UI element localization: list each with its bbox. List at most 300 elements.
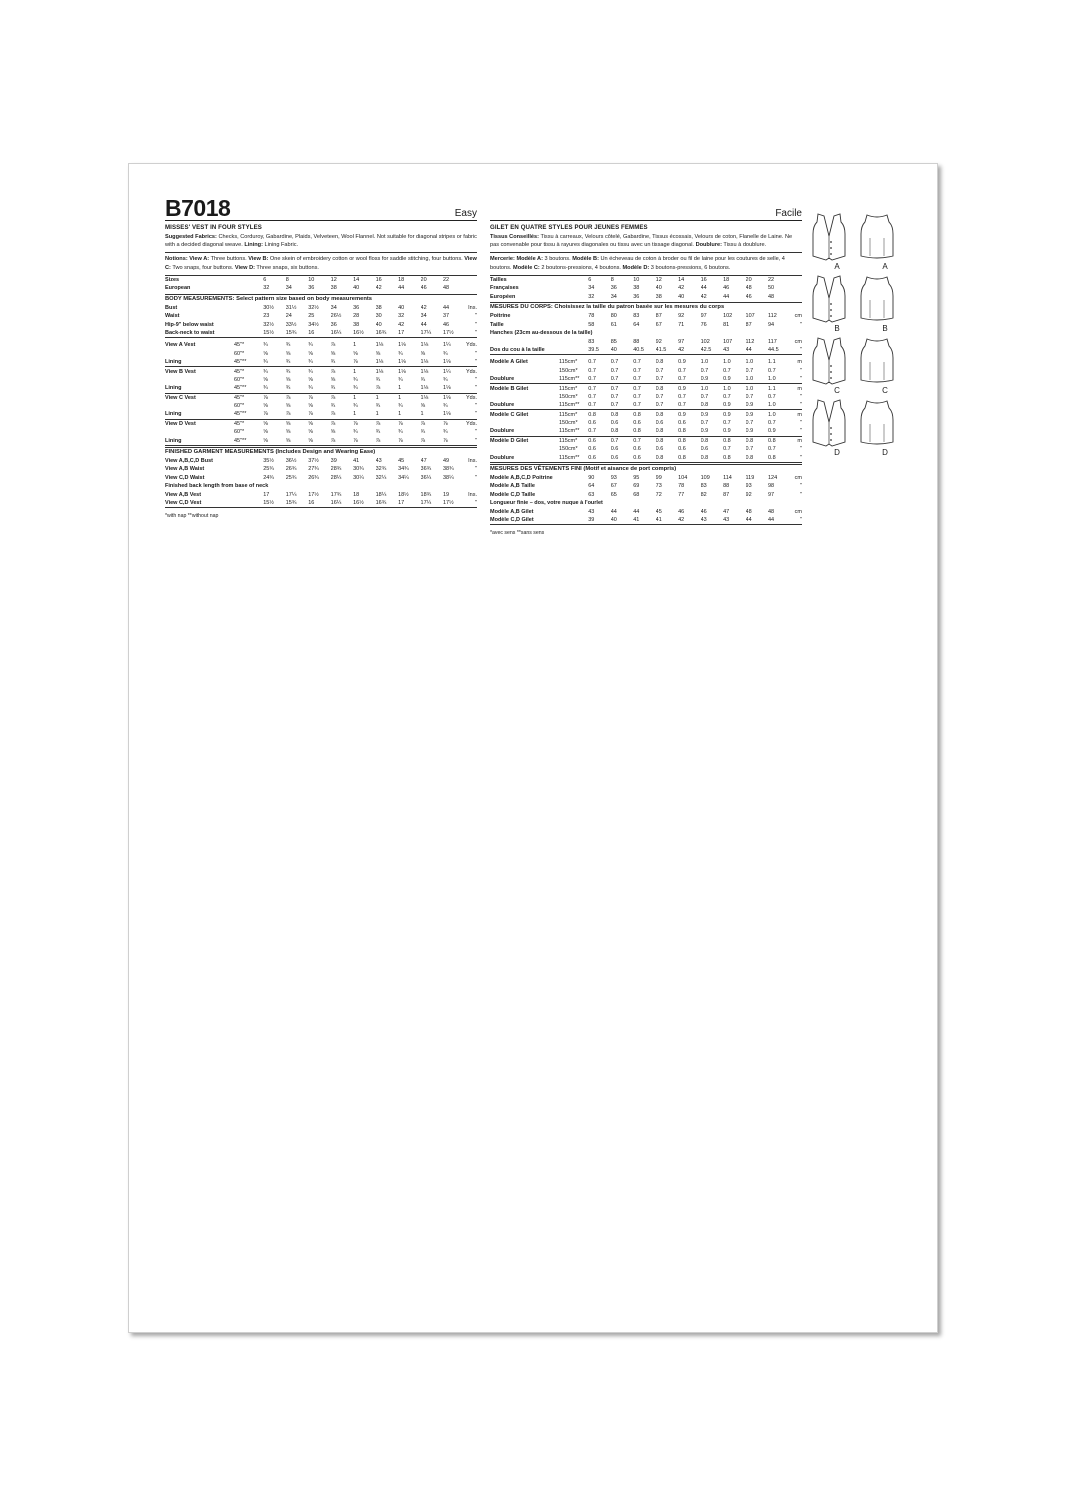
value-cell: 87 — [745, 321, 752, 328]
table-row — [490, 401, 802, 409]
value-cell: 150cm* — [558, 393, 578, 400]
value-cell — [234, 320, 263, 328]
value-cell: 46 — [745, 293, 752, 300]
value-cell: ⅞ — [308, 394, 313, 401]
value-cell: ⅝ — [285, 403, 291, 410]
value-cell: 1.0 — [700, 385, 709, 392]
value-cell: 115cm** — [558, 428, 580, 435]
value-cell: 43 — [375, 458, 382, 465]
table-row — [165, 428, 477, 436]
unit-cell: cm — [794, 313, 802, 320]
fabrics-paragraph: Suggested Fabrics: Checks, Corduroy, Gabardine, Plaids, Velveteen, Wool Flannel. Not suitable for diagonal stripes or fabric with a decided diagonal weave. Lining: Lining Fabric. — [165, 234, 477, 249]
unit-cell: " — [800, 446, 802, 453]
value-cell: 32 — [588, 293, 595, 300]
yardage-tables — [490, 358, 802, 463]
value-cell: 17 — [398, 500, 405, 507]
value-cell: 33½ — [285, 321, 297, 328]
row-label: Bust — [165, 304, 178, 311]
value-cell: 1⅛ — [443, 394, 451, 401]
value-cell: 0.7 — [723, 393, 731, 400]
table-row — [165, 312, 477, 320]
value-cell: 64 — [588, 483, 595, 490]
value-cell: 0.7 — [723, 367, 731, 374]
value-cell: ¾ — [285, 385, 291, 392]
value-cell: 36 — [633, 293, 640, 300]
table-row — [165, 284, 477, 292]
value-cell: 0.8 — [633, 411, 641, 418]
value-cell: 1 — [398, 385, 402, 392]
value-cell: ⅝ — [330, 376, 336, 383]
row-label — [490, 445, 559, 453]
table-row — [165, 402, 477, 410]
value-cell: 45 — [398, 458, 405, 465]
value-cell: 14 — [678, 277, 685, 283]
value-cell: 0.6 — [700, 446, 709, 453]
value-cell: 38 — [330, 285, 337, 292]
value-cell: 1⅛ — [420, 368, 429, 375]
value-cell: ¾ — [443, 376, 448, 383]
value-cell: 0.8 — [678, 454, 686, 461]
value-cell: 18 — [398, 277, 405, 283]
unit-cell: " — [800, 491, 802, 498]
table-row — [165, 465, 477, 473]
value-cell: 0.7 — [633, 385, 641, 392]
vest-back-icon — [858, 336, 912, 386]
value-cell: 92 — [655, 338, 662, 345]
value-cell: 28 — [353, 313, 360, 320]
unit-cell — [465, 276, 477, 284]
table-row — [490, 384, 802, 392]
value-cell: 73 — [655, 483, 662, 490]
value-cell: 0.7 — [588, 402, 596, 409]
value-cell: 28¾ — [330, 466, 342, 473]
value-cell: 25 — [308, 313, 315, 320]
row-label: Tailles — [490, 277, 507, 283]
value-cell: 17¼ — [420, 329, 432, 336]
table-row — [490, 482, 802, 490]
value-cell: ¾ — [263, 359, 268, 366]
value-cell — [234, 465, 263, 473]
value-cell: ⅝ — [263, 350, 268, 357]
value-cell: 1¼ — [443, 342, 451, 349]
value-cell: 15¾ — [285, 329, 297, 336]
row-label: Françaises — [490, 285, 519, 292]
view-label: A — [834, 262, 840, 271]
value-cell: 40 — [655, 285, 662, 292]
view-b-back — [858, 274, 912, 333]
yardage-group — [165, 394, 477, 420]
size-table — [490, 276, 802, 301]
value-cell: ¾ — [353, 376, 358, 383]
value-cell: 45"** — [233, 411, 247, 418]
row-label: Lining — [165, 385, 182, 392]
value-cell: 0.9 — [723, 428, 731, 435]
difficulty-label: Easy — [454, 208, 477, 219]
value-cell: 41 — [633, 517, 640, 524]
value-cell: ¾ — [330, 403, 336, 410]
value-cell: 1 — [353, 368, 357, 375]
value-cell: 38 — [655, 293, 662, 300]
yardage-group — [490, 437, 802, 463]
value-cell — [559, 474, 588, 482]
unit-cell: " — [475, 429, 477, 436]
value-cell: 8 — [285, 277, 289, 283]
yardage-tables — [165, 341, 477, 446]
table-row — [165, 499, 477, 507]
value-cell: 48 — [745, 508, 752, 515]
finished-measurements-header: MESURES DES VÊTEMENTS FINI (Motif et aisance de port compris) — [490, 464, 802, 474]
value-cell: 114 — [723, 475, 732, 482]
pattern-title: MISSES' VEST IN FOUR STYLES — [165, 224, 262, 231]
value-cell: 1⅛ — [375, 342, 384, 349]
row-label: Modèle D Gilet — [490, 437, 529, 444]
value-cell: ⅝ — [420, 350, 426, 357]
vest-back-icon — [858, 398, 912, 448]
notions-paragraph: Mercerie: Modèle A: 3 boutons. Modèle B: Un écheveau de coton à broder ou fil de laine pour les coutures de selle, 4 boutons. Modèle C: 2 boutons-pressions, 4 boutons. Modèle D: 3 boutons-pressions, 6 boutons. — [490, 256, 785, 271]
value-cell: 0.8 — [768, 437, 776, 444]
value-cell: 0.8 — [655, 359, 664, 366]
value-cell: 34¾ — [398, 466, 409, 473]
value-cell: 0.7 — [633, 359, 641, 366]
value-cell: 0.6 — [633, 446, 641, 453]
value-cell — [234, 276, 263, 284]
value-cell: 6 — [588, 277, 592, 283]
table-row — [490, 375, 802, 383]
value-cell: ⅝ — [263, 437, 268, 444]
view-b-front — [810, 274, 864, 333]
value-cell: 1⅛ — [398, 368, 406, 375]
value-cell — [234, 499, 263, 507]
unit-cell: m — [797, 437, 802, 444]
value-cell: 72 — [655, 491, 662, 498]
value-cell: 102 — [700, 338, 710, 345]
value-cell: 1⅛ — [443, 359, 451, 366]
unit-cell: " — [475, 385, 477, 392]
measurement-table — [165, 341, 477, 366]
value-cell: ¾ — [263, 385, 268, 392]
value-cell: ⅞ — [420, 420, 426, 427]
value-cell: 44 — [398, 285, 405, 292]
value-cell: 1 — [353, 411, 357, 418]
value-cell: 0.7 — [633, 367, 641, 374]
value-cell: ¾ — [330, 359, 336, 366]
value-cell: 30 — [375, 313, 382, 320]
value-cell: 0.7 — [700, 393, 709, 400]
unit-cell: Yds. — [465, 394, 477, 401]
table-row — [165, 276, 477, 284]
value-cell: 69 — [633, 483, 640, 490]
value-cell: 34¼ — [398, 474, 409, 481]
value-cell: 0.6 — [588, 437, 596, 444]
value-cell: 36 — [353, 304, 360, 311]
value-cell: ¾ — [443, 350, 448, 357]
value-cell: 0.9 — [700, 376, 709, 383]
value-cell: ¾ — [308, 385, 313, 392]
value-cell: 150cm* — [558, 446, 578, 453]
value-cell: 0.9 — [723, 376, 731, 383]
row-label: Modèle A,B Taille — [490, 483, 535, 490]
value-cell: ¾ — [398, 350, 403, 357]
value-cell: ¾ — [420, 429, 426, 436]
value-cell: 0.9 — [745, 411, 754, 418]
value-cell: 0.6 — [633, 420, 641, 427]
value-cell: 38 — [375, 304, 382, 311]
value-cell: 36 — [330, 321, 337, 328]
value-cell: 42 — [420, 304, 427, 311]
value-cell: 0.9 — [745, 428, 754, 435]
value-cell: 15½ — [263, 500, 274, 507]
value-cell: ⅝ — [308, 429, 313, 436]
value-cell: 17 — [398, 329, 405, 336]
body-measurements-table-2 — [490, 337, 802, 355]
value-cell: ¾ — [375, 429, 381, 436]
english-column — [165, 194, 477, 519]
value-cell: 19 — [443, 491, 450, 498]
value-cell: 44 — [443, 304, 450, 311]
value-cell — [559, 284, 588, 292]
value-cell: 0.6 — [678, 446, 686, 453]
value-cell: 0.8 — [768, 454, 776, 461]
value-cell: ¾ — [375, 376, 381, 383]
value-cell: 48 — [443, 285, 450, 292]
value-cell: 36½ — [285, 458, 297, 465]
unit-cell: " — [800, 517, 802, 524]
value-cell: 1⅛ — [398, 359, 406, 366]
value-cell: 0.9 — [678, 411, 686, 418]
value-cell: ⅝ — [263, 420, 268, 427]
row-label: Poitrine — [490, 313, 511, 320]
value-cell: 87 — [723, 491, 730, 498]
value-cell: 90 — [588, 475, 595, 482]
value-cell: 1.0 — [745, 385, 754, 392]
value-cell: ⅞ — [285, 394, 291, 401]
measurement-table — [165, 367, 477, 392]
value-cell: 6 — [263, 277, 267, 283]
value-cell: 0.7 — [610, 393, 619, 400]
row-label: Doublure — [490, 428, 515, 435]
value-cell: 0.9 — [700, 411, 709, 418]
table-row — [490, 358, 802, 366]
row-label: Lining — [165, 437, 182, 444]
value-cell: 1.0 — [723, 385, 731, 392]
value-cell: 97 — [678, 338, 685, 345]
measurement-table — [490, 508, 802, 525]
value-cell: 41.5 — [655, 346, 667, 353]
value-cell: 18 — [723, 277, 730, 283]
value-cell: 93 — [745, 483, 752, 490]
view-label: C — [882, 386, 888, 395]
value-cell: 83 — [700, 483, 707, 490]
value-cell: ⅝ — [330, 429, 336, 436]
value-cell: 88 — [723, 483, 730, 490]
view-label: A — [882, 262, 888, 271]
value-cell: 18¼ — [375, 491, 387, 498]
row-label: Modèle C,D Taille — [490, 491, 536, 498]
value-cell: 22 — [768, 277, 775, 283]
value-cell: 12 — [655, 277, 662, 283]
value-cell: 109 — [700, 475, 710, 482]
measurement-table — [490, 384, 802, 409]
row-label: Lining — [165, 411, 182, 418]
value-cell: 77 — [678, 491, 685, 498]
value-cell: 46 — [443, 321, 450, 328]
row-label: View C,D Waist — [165, 474, 205, 481]
vest-front-icon — [810, 336, 864, 386]
row-label: View A,B,C,D Bust — [165, 458, 213, 465]
measurement-table — [165, 491, 477, 508]
value-cell: ⅞ — [443, 437, 448, 444]
value-cell — [559, 482, 588, 490]
value-cell: 0.7 — [588, 428, 596, 435]
pattern-number: B7018 — [165, 195, 231, 221]
value-cell: 117 — [768, 338, 777, 345]
vest-front-icon — [810, 274, 864, 324]
value-cell: 1⅛ — [420, 385, 429, 392]
value-cell: ⅞ — [330, 368, 336, 375]
table-row — [165, 367, 477, 375]
value-cell: ⅝ — [263, 376, 268, 383]
table-row — [490, 445, 802, 453]
value-cell: 46 — [678, 508, 685, 515]
unit-cell: " — [475, 321, 477, 328]
table-row — [165, 410, 477, 418]
value-cell: 0.8 — [655, 437, 664, 444]
row-label: Doublure — [490, 454, 515, 461]
value-cell: 1⅛ — [375, 368, 384, 375]
value-cell: 0.8 — [655, 385, 664, 392]
value-cell: 60"* — [233, 403, 245, 410]
value-cell: 0.7 — [678, 367, 686, 374]
value-cell: 17½ — [308, 491, 319, 498]
value-cell: ¾ — [443, 403, 448, 410]
footnote: *avec sens **sans sens — [490, 530, 545, 537]
value-cell: 1 — [398, 411, 402, 418]
value-cell: ⅝ — [308, 420, 313, 427]
value-cell: 42 — [678, 517, 685, 524]
difficulty-label: Facile — [775, 208, 802, 219]
value-cell: 1.1 — [768, 385, 776, 392]
value-cell: 48 — [768, 508, 775, 515]
value-cell: 60"* — [233, 429, 245, 436]
value-cell: 0.8 — [723, 454, 731, 461]
value-cell: 37 — [443, 313, 450, 320]
value-cell: 17½ — [443, 329, 454, 336]
value-cell: ⅞ — [330, 437, 336, 444]
value-cell: 50 — [768, 285, 775, 292]
value-cell: 0.7 — [633, 393, 641, 400]
value-cell: 0.7 — [588, 393, 596, 400]
unit-cell: " — [475, 329, 477, 336]
unit-cell: cm — [794, 475, 802, 482]
value-cell: 22 — [443, 277, 450, 283]
value-cell: 27¾ — [308, 466, 319, 473]
value-cell: 32½ — [263, 321, 274, 328]
table-row — [490, 491, 802, 499]
value-cell — [559, 320, 588, 328]
value-cell: 44 — [610, 508, 617, 515]
unit-cell: " — [800, 402, 802, 409]
row-label: Modèle B Gilet — [490, 385, 529, 392]
unit-cell: cm — [794, 508, 802, 515]
value-cell: 47 — [420, 458, 427, 465]
unit-cell: Ins. — [468, 304, 477, 311]
value-cell: ⅞ — [263, 411, 268, 418]
value-cell: ⅞ — [308, 411, 313, 418]
vest-back-icon — [858, 212, 912, 262]
french-column — [490, 194, 802, 536]
view-a-back — [858, 212, 912, 271]
unit-cell: m — [797, 385, 802, 392]
value-cell: 44 — [745, 346, 752, 353]
value-cell: 0.6 — [633, 454, 641, 461]
value-cell: 0.7 — [678, 402, 686, 409]
value-cell: ⅝ — [285, 420, 291, 427]
value-cell: 30¾ — [353, 466, 364, 473]
table-row — [490, 427, 802, 435]
measurement-table — [165, 420, 477, 445]
value-cell: 0.7 — [768, 446, 776, 453]
value-cell: 87 — [655, 313, 662, 320]
value-cell: 1⅛ — [443, 385, 451, 392]
value-cell: 0.7 — [655, 402, 664, 409]
value-cell: ⅝ — [285, 376, 291, 383]
value-cell: 85 — [610, 338, 617, 345]
value-cell: 39 — [588, 517, 595, 524]
value-cell: ¾ — [308, 342, 313, 349]
value-cell: 40 — [610, 346, 617, 353]
row-label — [490, 337, 559, 345]
value-cell — [559, 346, 588, 354]
value-cell: 34½ — [308, 321, 319, 328]
view-c-back — [858, 336, 912, 395]
value-cell: 25¾ — [285, 474, 297, 481]
value-cell: ¾ — [353, 385, 358, 392]
value-cell: 0.8 — [678, 428, 686, 435]
value-cell: 150cm* — [558, 367, 578, 374]
value-cell: 1.0 — [745, 376, 754, 383]
unit-cell: " — [800, 393, 802, 400]
value-cell: 42 — [375, 285, 382, 292]
value-cell: 16¼ — [330, 500, 342, 507]
length-header: Longueur finie – dos, votre nuque à l'ourlet — [490, 500, 603, 506]
value-cell: ⅞ — [330, 394, 336, 401]
measurement-table — [490, 437, 802, 462]
table-row — [165, 341, 477, 349]
unit-cell: " — [800, 483, 802, 490]
length-table — [490, 508, 802, 526]
table-row — [165, 358, 477, 366]
value-cell: 80 — [610, 313, 617, 320]
value-cell: 40 — [353, 285, 360, 292]
value-cell: 15¾ — [285, 500, 297, 507]
unit-cell: Yds. — [465, 420, 477, 427]
value-cell: 64 — [633, 321, 640, 328]
value-cell: 44 — [723, 293, 730, 300]
value-cell: 115cm** — [558, 454, 580, 461]
finished-measurements-header: FINISHED GARMENT MEASUREMENTS (Includes Design and Wearing Ease) — [165, 447, 477, 457]
yardage-group — [490, 384, 802, 410]
value-cell: 0.7 — [745, 420, 754, 427]
value-cell — [234, 457, 263, 465]
row-label: Européen — [490, 293, 516, 300]
row-label: View B Vest — [165, 368, 196, 375]
value-cell: 32 — [263, 285, 270, 292]
value-cell: 16¼ — [330, 329, 342, 336]
unit-cell: " — [800, 346, 802, 353]
value-cell: 42 — [678, 346, 685, 353]
value-cell: 65 — [610, 491, 617, 498]
size-table — [165, 276, 477, 293]
